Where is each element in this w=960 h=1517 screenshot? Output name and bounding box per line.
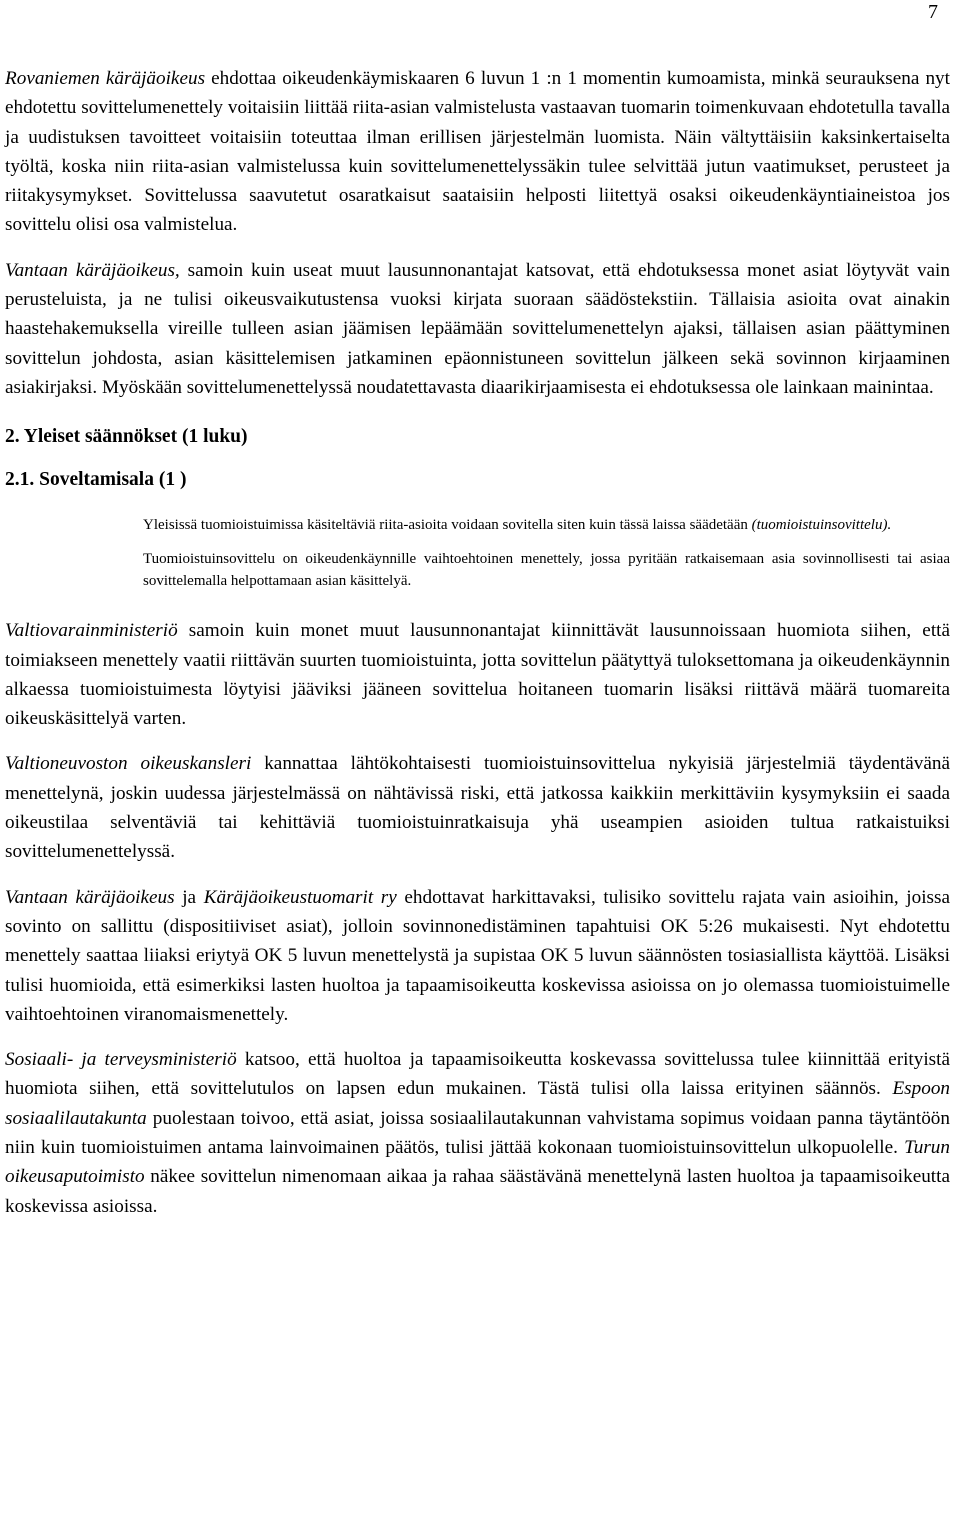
agency-name: Valtioneuvoston oikeuskansleri xyxy=(5,753,252,775)
paragraph-vantaa-2 xyxy=(5,883,950,1029)
paragraph-oikeuskansleri xyxy=(5,749,950,866)
paragraph-text: samoin kuin monet muut lausunnonantajat kiinnittävät lausunnoissaan huomiota siihen, että toimiakseen menettely vaatii riittävän suurten tuomioistuinta, jotta sovittelun päätyttyä tuloksettomana ja oikeudenkäynnin alkaessa tuomioistuimesta löytyisi jääviksi jääneen sovittelua hoitaneen tuomarin lisäksi riittävä määrä tuomareita oikeuskäsittelyä varten. xyxy=(5,620,950,730)
paragraph-text: ja xyxy=(174,886,204,908)
agency-name: Espoon sosiaalilautakunta xyxy=(5,1078,950,1129)
quote-italic: (tuomioistuinsovittelu). xyxy=(751,517,892,534)
paragraph-rovaniemi xyxy=(5,64,950,240)
paragraph-text: näkee sovittelun nimenomaan aikaa ja rahaa säästävänä menettelynä lasten huoltoa ja tapaamisoikeutta koskevissa asioissa. xyxy=(5,1166,950,1217)
page-number: 7 xyxy=(928,1,938,23)
paragraph-text: ehdottaa oikeudenkäymiskaaren 6 luvun 1 :n 1 momentin kumoamista, minkä seurauksena nyt ehdotettu sovittelumenettely voitaisiin liittää riita-asian valmistelusta vastaavan tuomarin toimenkuvaan ehdotetulla tavalla ja uudistuksen tavoitteet voitaisiin toteuttaa ilman erillisen järjestelmän luomista. Näin vältyttäisiin kaksinkertaiselta työltä, koska niin riita-asian valmistelussa kuin sovittelumenettelyssäkin tulee selvittää jutun vaatimukset, perusteet ja riitakysymykset. Sovittelussa saavutetut osaratkaisut saataisiin helposti liitettyä osaksi oikeudenkäyntiaineistoa jos sovittelu olisi osa valmistelua. xyxy=(5,68,950,236)
document-body xyxy=(5,64,950,1221)
quote-text: Tuomioistuinsovittelu on oikeudenkäynnille vaihtoehtoinen menettely, jossa pyritään ratkaisemaan asia sovinnollisesti tai asiaa sovittelemalla helpottamaan asian käsittelyä. xyxy=(143,551,950,590)
statute-quote-2 xyxy=(143,548,950,592)
section-heading: 2. Yleiset säännökset (1 luku) xyxy=(5,426,248,448)
paragraph-stm xyxy=(5,1045,950,1221)
agency-name: Sosiaali- ja terveysministeriö xyxy=(5,1049,237,1071)
paragraph-text: katsoo, että huoltoa ja tapaamisoikeutta koskevassa sovittelussa tulee kiinnittää erityistä huomiota siihen, että sovittelutulos on lapsen edun mukainen. Tästä tulisi olla laissa erityinen säännös. xyxy=(5,1049,950,1100)
paragraph-valtiovarainministerio xyxy=(5,616,950,733)
paragraph-text: ehdottavat harkittavaksi, tulisiko sovittelu rajata vain asioihin, joissa sovinto on sallittu (dispositiiviset asiat), jolloin sovinnonedistäminen tapahtuisi OK 5:26 mukaisesti. Nyt ehdotettu menettely saattaa liiaksi eriytyä OK 5 luvun menettelystä ja supistaa OK 5 luvun säännösten tosiasiallista käyttöä. Lisäksi tulisi huomioida, että esimerkiksi lasten huoltoa ja tapaamisoikeutta koskevissa asioissa on jo olemassa tuomioistuimelle vaihtoehtoinen viranomaismenettely. xyxy=(5,886,950,1025)
agency-name: Vantaan käräjäoikeus xyxy=(5,886,175,908)
paragraph-text: puolestaan toivoo, että asiat, joissa sosiaalilautakunnan vahvistama sopimus voidaan panna täytäntöön niin kuin tuomioistuimen antama lainvoimainen päätös, tulisi jättää kokonaan tuomioistuinsovittelun ulkopuolelle. xyxy=(5,1107,950,1159)
paragraph-text: kannattaa lähtökohtaisesti tuomioistuinsovittelua nykyisiä järjestelmiä täydentävänä menettelynä, joskin uudessa järjestelmässä on nähtävissä riski, että jatkossa kaikkiin merkittäviin kysymyksiin ei saada oikeustilaa selventäviä tai kehittäviä tuomioistuinratkaisuja yhä useampien asioiden tultua ratkaistuiksi sovittelumenettelyssä. xyxy=(5,753,950,863)
quote-text: Yleisissä tuomioistuimissa käsiteltäviä riita-asioita voidaan sovitella siten kuin tässä laissa säädetään xyxy=(143,517,752,534)
paragraph-vantaa-1 xyxy=(5,256,950,402)
statute-quote-1 xyxy=(143,514,950,536)
agency-name: Turun oikeusaputoimisto xyxy=(5,1137,950,1188)
agency-name: Käräjäoikeustuomarit ry xyxy=(203,886,397,908)
agency-name: Vantaan käräjäoikeus, xyxy=(5,259,180,281)
paragraph-text: samoin kuin useat muut lausunnonantajat katsovat, että ehdotuksessa monet asiat löytyvät vain perusteluista, ja ne tulisi oikeusvaikutustensa vuoksi kirjata suoraan säädöstekstiin. Tällaisia asioita ovat ainakin haastehakemuksella vireille tulleen asian jäämisen lepäämään sovittelumenettelyn ajaksi, tällaisen asian päättyminen sovittelun johdosta, asian käsittelemisen jatkaminen epäonnistuneen sovittelun jälkeen sekä sovinnon kirjaaminen asiakirjaksi. Myöskään sovittelumenettelyssä noudatettavasta diaarikirjaamisesta ei ehdotuksessa ole lainkaan mainintaa. xyxy=(5,259,950,398)
agency-name: Rovaniemen käräjäoikeus xyxy=(5,68,206,89)
subsection-heading: 2.1. Soveltamisala (1 ) xyxy=(5,469,187,491)
agency-name: Valtiovarainministeriö xyxy=(5,620,178,642)
